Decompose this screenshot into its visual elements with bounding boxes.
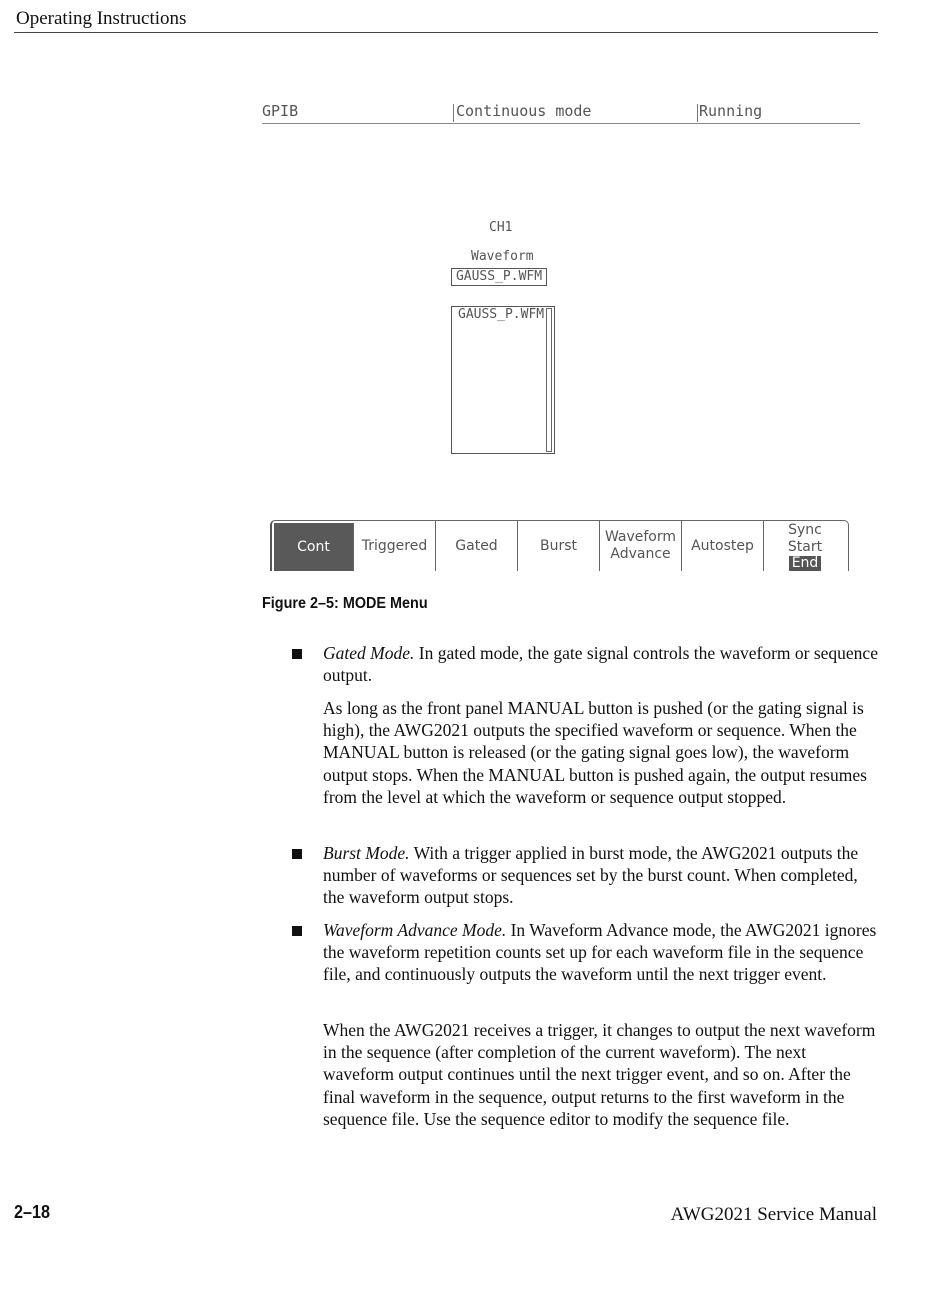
menu-button-autostep[interactable] (682, 521, 764, 571)
gated-mode-text: In gated mode, the gate signal controls the waveform or sequence output. (323, 643, 878, 686)
bullet (292, 649, 302, 659)
channel-label: CH1 (489, 220, 513, 235)
menu-button-label: Burst (539, 537, 578, 554)
menu-button-label: Autostep (691, 537, 754, 554)
menu-button-label: Waveform (604, 529, 677, 545)
menu-button-label: Advance (610, 546, 671, 562)
waveform-field[interactable]: GAUSS_P.WFM (451, 268, 547, 286)
figure-caption: Figure 2–5: MODE Menu (262, 595, 428, 612)
menu-button-label: Start (787, 538, 823, 555)
advance-mode-text: In Waveform Advance mode, the AWG2021 ignores the waveform repetition counts set up for each waveform file in the sequence file, and continuously outputs the waveform until the next trigger event. (323, 920, 877, 985)
scrollbar[interactable] (546, 308, 552, 452)
menu-button-label: End (789, 556, 822, 571)
advance-mode-title: Waveform Advance Mode. (323, 920, 507, 940)
bullet (292, 926, 302, 936)
advance-mode-detail: When the AWG2021 receives a trigger, it changes to output the next waveform in the sequence (after completion of the current waveform). The next waveform output continues until the next trigger event, and so on. After the final waveform in the sequence, output returns to the first waveform in the sequence file. Use the sequence editor to modify the sequence file. (323, 1020, 876, 1129)
status-separator (453, 104, 454, 122)
header-rule (14, 32, 878, 33)
gated-mode-title: Gated Mode. (323, 643, 415, 663)
status-state: Running (699, 102, 763, 120)
page-number: 2–18 (14, 1202, 51, 1222)
burst-mode-title: Burst Mode. (323, 843, 410, 863)
menu-button-label: Cont (297, 538, 330, 555)
manual-title: AWG2021 Service Manual (670, 1204, 877, 1225)
list-item[interactable]: GAUSS_P.WFM (458, 307, 545, 322)
menu-button-label: Triggered (361, 537, 428, 554)
menu-button-gated[interactable] (436, 521, 518, 571)
bullet (292, 849, 302, 859)
burst-mode-text: With a trigger applied in burst mode, the AWG2021 outputs the number of waveforms or sequences set by the burst count. When completed, the waveform output stops. (323, 843, 859, 908)
status-interface: GPIB (262, 102, 299, 120)
menu-button-label: Gated (455, 537, 498, 554)
mode-menu (270, 520, 849, 571)
status-rule (262, 123, 860, 124)
gated-mode-detail: As long as the front panel MANUAL button is pushed (or the gating signal is high), the AWG2021 outputs the specified waveform or sequence. When the MANUAL button is released (or the gating signal goes low), the waveform output stops. When the MANUAL button is pushed again, the output resumes from the level at which the waveform or sequence output stopped. (323, 698, 867, 807)
waveform-label: Waveform (471, 249, 534, 264)
menu-button-burst[interactable] (518, 521, 600, 571)
advance-mode-paragraph (323, 919, 879, 986)
status-separator (697, 104, 698, 122)
menu-button-triggered[interactable] (354, 521, 436, 571)
running-header: Operating Instructions (16, 8, 187, 29)
menu-button-waveform-advance[interactable] (600, 521, 682, 571)
menu-button-label: Sync (788, 521, 822, 538)
gated-mode-paragraph (323, 642, 879, 686)
menu-button-sync[interactable] (764, 521, 846, 571)
burst-mode-paragraph (323, 842, 879, 909)
menu-button-cont[interactable] (274, 523, 354, 571)
status-mode: Continuous mode (456, 102, 592, 120)
waveform-list[interactable] (451, 306, 555, 454)
